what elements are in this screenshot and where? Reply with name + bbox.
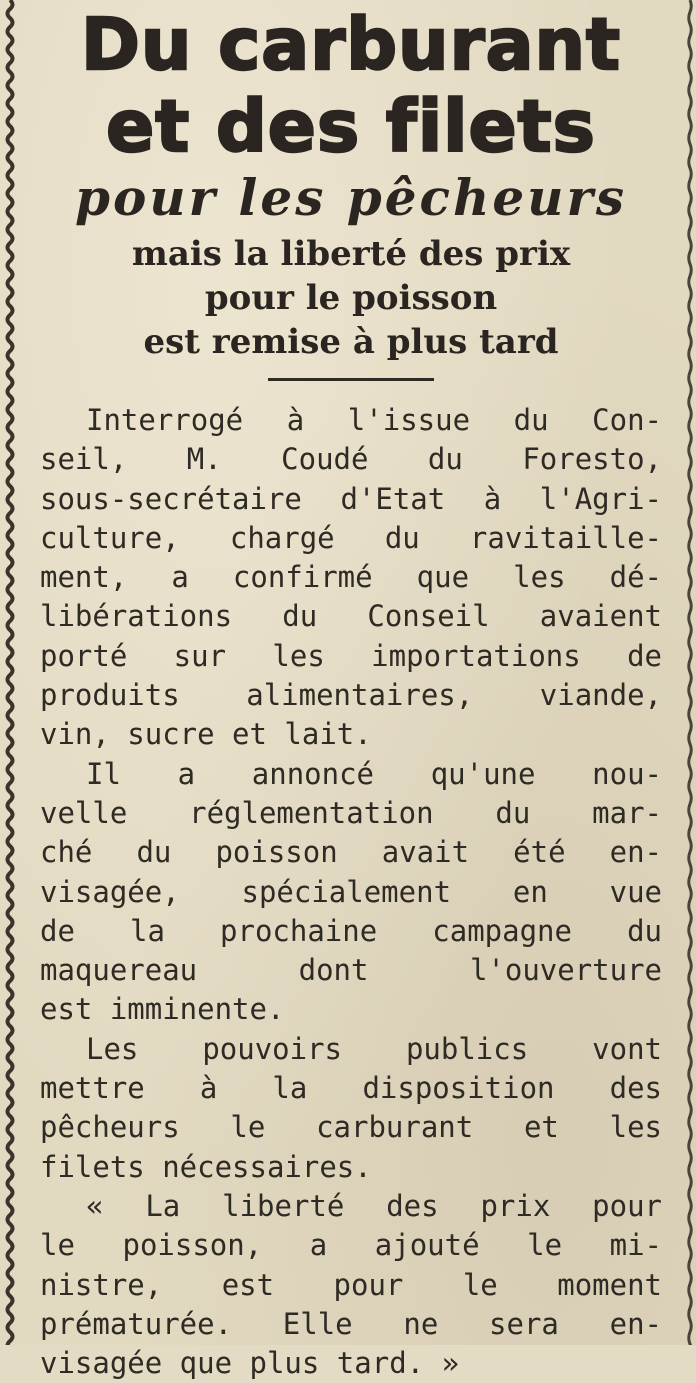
body-line: de la prochaine campagne du [40,913,662,948]
body-line: est imminente. [40,992,285,1027]
body-line: nistre, est pour le moment [40,1267,662,1302]
body-line: Interrogé à l'issue du Con- [86,403,662,437]
body-line: velle réglementation du mar- [40,795,662,830]
body-line: prématurée. Elle ne sera en- [40,1306,662,1341]
body-line: ché du poisson avait été en- [40,835,662,870]
deck-line-1: mais la liberté des prix [131,234,571,274]
body-line: le poisson, a ajouté le mi- [40,1228,662,1263]
subheadline: pour les pêcheurs [74,168,627,227]
body-line: culture, chargé du ravitaille- [40,520,662,555]
left-border-rule [0,0,22,1345]
separator-rule [268,378,434,381]
body-line: vin, sucre et lait. [40,717,372,752]
headline [40,4,662,168]
body-line: libérations du Conseil avaient [40,599,662,634]
deck-line-2: pour le poisson [204,278,498,318]
article [40,4,662,1383]
body-line: pêcheurs le carburant et les [40,1110,662,1145]
body-line: filets nécessaires. [40,1149,372,1184]
body-line: Il a annoncé qu'une nou- [86,756,662,791]
body-line: porté sur les importations de [40,638,662,673]
body-line: ment, a confirmé que les dé- [40,560,662,595]
body-line: mettre à la disposition des [40,1071,662,1106]
body-line: maquereau dont l'ouverture [40,953,662,988]
body-line: visagée, spécialement en vue [40,874,662,909]
deck-line-3: est remise à plus tard [143,322,559,362]
body-line: seil, M. Coudé du Foresto, [40,442,662,477]
body-line: visagée que plus tard. » [40,1346,460,1381]
right-border-rule [682,0,696,1345]
headline-line-1: Du carburant [81,3,621,86]
headline-line-2: et des filets [106,85,596,168]
article-body [40,401,662,1383]
body-line: produits alimentaires, viande, [40,678,662,713]
body-line: « La liberté des prix pour [86,1188,662,1223]
body-line: sous-secrétaire d'Etat à l'Agri- [40,481,662,516]
deck [40,232,662,364]
body-line: Les pouvoirs publics vont [86,1031,662,1066]
